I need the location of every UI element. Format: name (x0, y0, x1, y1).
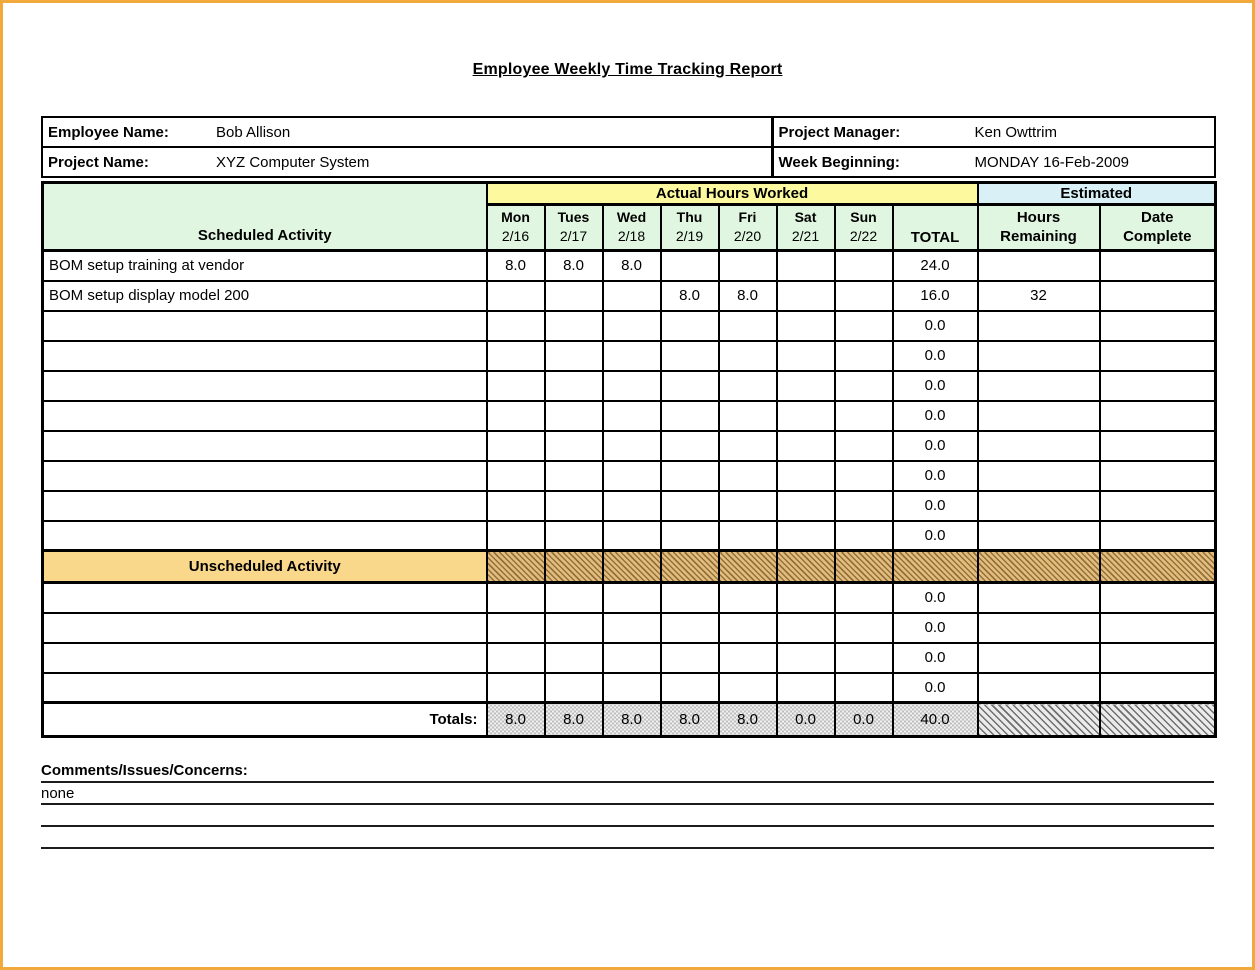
unscheduled-row (43, 673, 1216, 703)
hatched-cell (893, 551, 978, 583)
total-cell: 0.0 (893, 613, 978, 643)
hatched-cell (545, 551, 603, 583)
hours-remaining-cell (978, 613, 1100, 643)
date-complete-cell (1100, 613, 1216, 643)
date-complete-cell (1100, 401, 1216, 431)
hours-cell (603, 311, 661, 341)
hours-cell (487, 341, 545, 371)
hours-cell: 8.0 (545, 251, 603, 281)
hours-remaining-cell (978, 673, 1100, 703)
unscheduled-row (43, 643, 1216, 673)
day-header-thu (661, 205, 719, 251)
hours-remaining-cell (978, 311, 1100, 341)
day-total-cell: 8.0 (661, 703, 719, 737)
hours-cell (545, 341, 603, 371)
day-name: Tues (557, 209, 590, 225)
hours-cell (835, 461, 893, 491)
hatched-cell (835, 551, 893, 583)
activity-cell (43, 401, 487, 431)
hours-cell (487, 311, 545, 341)
hours-cell (777, 251, 835, 281)
hours-remaining-cell (978, 251, 1100, 281)
day-total-cell: 0.0 (835, 703, 893, 737)
activity-cell (43, 643, 487, 673)
date-complete-cell (1100, 643, 1216, 673)
hours-cell (487, 401, 545, 431)
hours-remaining-cell (978, 341, 1100, 371)
hours-remaining-cell: 32 (978, 281, 1100, 311)
hours-cell (545, 491, 603, 521)
date-complete-cell (1100, 311, 1216, 341)
hours-cell (545, 401, 603, 431)
hours-cell (487, 583, 545, 613)
hours-cell (719, 643, 777, 673)
hours-cell (719, 431, 777, 461)
date-complete-cell (1100, 521, 1216, 551)
hours-cell (835, 371, 893, 401)
total-header: TOTAL (893, 205, 978, 251)
scheduled-row (43, 281, 1216, 311)
hours-cell (835, 281, 893, 311)
hours-cell (719, 521, 777, 551)
total-cell: 0.0 (893, 643, 978, 673)
hours-remaining-cell (978, 371, 1100, 401)
project-name-value: XYZ Computer System (216, 153, 370, 171)
scheduled-row (43, 371, 1216, 401)
comments-section (41, 762, 1214, 849)
activity-cell (43, 613, 487, 643)
hours-cell (487, 281, 545, 311)
scheduled-row (43, 401, 1216, 431)
hours-cell (719, 251, 777, 281)
hours-cell (835, 643, 893, 673)
hours-remaining-cell (978, 521, 1100, 551)
day-date: 2/21 (791, 228, 820, 244)
hours-cell (661, 673, 719, 703)
hours-cell (487, 673, 545, 703)
hours-remaining-cell (978, 643, 1100, 673)
hours-cell (603, 583, 661, 613)
scheduled-row (43, 311, 1216, 341)
hours-cell (661, 251, 719, 281)
day-header-tues (545, 205, 603, 251)
hours-cell: 8.0 (487, 251, 545, 281)
total-cell: 0.0 (893, 461, 978, 491)
hours-cell (777, 401, 835, 431)
date-complete-cell (1100, 673, 1216, 703)
total-cell: 0.0 (893, 583, 978, 613)
day-total-cell: 8.0 (603, 703, 661, 737)
hours-cell (835, 583, 893, 613)
scheduled-row (43, 251, 1216, 281)
date-complete-cell (1100, 251, 1216, 281)
day-date: 2/20 (733, 228, 762, 244)
hours-cell (603, 491, 661, 521)
hatched-cell (603, 551, 661, 583)
hours-cell (661, 311, 719, 341)
date-complete-cell (1100, 491, 1216, 521)
hatched-cell (1100, 551, 1216, 583)
scheduled-row (43, 431, 1216, 461)
day-header-sat (777, 205, 835, 251)
scheduled-row (43, 491, 1216, 521)
hours-remaining-cell (978, 401, 1100, 431)
time-tracking-grid (41, 181, 1217, 738)
hatched-cell (777, 551, 835, 583)
total-cell: 0.0 (893, 371, 978, 401)
hours-cell (719, 371, 777, 401)
comment-line (41, 827, 1214, 849)
day-name: Sun (850, 209, 877, 225)
date-complete-cell (1100, 341, 1216, 371)
unscheduled-row (43, 613, 1216, 643)
hours-cell (545, 673, 603, 703)
hours-cell (777, 613, 835, 643)
day-name: Fri (738, 209, 757, 225)
hours-cell (835, 431, 893, 461)
comment-line (41, 805, 1214, 827)
week-beginning-label: Week Beginning: (778, 153, 900, 171)
hours-cell (661, 461, 719, 491)
hours-cell (777, 491, 835, 521)
hours-cell (603, 341, 661, 371)
hours-remaining-cell (978, 491, 1100, 521)
activity-cell (43, 341, 487, 371)
day-name: Mon (501, 209, 530, 225)
hatched-cell (487, 551, 545, 583)
activity-cell: BOM setup training at vendor (43, 251, 487, 281)
project-manager-label: Project Manager: (778, 123, 901, 141)
total-cell: 0.0 (893, 311, 978, 341)
project-name-cell (42, 147, 772, 177)
comments-label: Comments/Issues/Concerns: (41, 762, 1214, 783)
day-date: 2/17 (559, 228, 588, 244)
hours-cell: 8.0 (719, 281, 777, 311)
hours-cell (777, 461, 835, 491)
comment-line: none (41, 783, 1214, 805)
hours-cell (777, 583, 835, 613)
hours-cell (487, 461, 545, 491)
hours-cell (835, 311, 893, 341)
total-cell: 0.0 (893, 521, 978, 551)
unscheduled-activity-header: Unscheduled Activity (43, 551, 487, 583)
unscheduled-row (43, 583, 1216, 613)
hours-cell (835, 673, 893, 703)
hours-cell (661, 643, 719, 673)
hours-cell (777, 371, 835, 401)
date-complete-cell (1100, 371, 1216, 401)
hours-cell (487, 431, 545, 461)
day-name: Sat (794, 209, 817, 225)
hours-cell (777, 311, 835, 341)
grand-total-cell: 40.0 (893, 703, 978, 737)
week-beginning-value: MONDAY 16-Feb-2009 (974, 153, 1130, 171)
activity-cell (43, 311, 487, 341)
hours-remaining-cell (978, 461, 1100, 491)
hours-cell (719, 401, 777, 431)
hours-cell (777, 643, 835, 673)
project-name-label: Project Name: (48, 153, 149, 171)
hours-cell (545, 583, 603, 613)
day-date: 2/22 (849, 228, 878, 244)
hours-cell (545, 521, 603, 551)
hours-cell (835, 401, 893, 431)
unscheduled-band (43, 551, 1216, 583)
hours-cell (777, 341, 835, 371)
info-table (41, 116, 1216, 178)
totals-label: Totals: (43, 703, 487, 737)
hours-cell (603, 643, 661, 673)
hours-cell: 8.0 (661, 281, 719, 311)
day-header-mon (487, 205, 545, 251)
hours-cell (487, 643, 545, 673)
hours-cell (661, 431, 719, 461)
hours-cell (545, 281, 603, 311)
hours-cell (487, 613, 545, 643)
scheduled-activity-header: Scheduled Activity (43, 183, 487, 251)
hours-cell (603, 673, 661, 703)
activity-cell (43, 431, 487, 461)
hours-cell (719, 491, 777, 521)
project-manager-cell (772, 117, 1215, 147)
day-header-sun (835, 205, 893, 251)
activity-cell (43, 521, 487, 551)
hatched-cell (719, 551, 777, 583)
hours-cell (603, 371, 661, 401)
hours-cell (835, 521, 893, 551)
scheduled-row (43, 461, 1216, 491)
hatched-cell (661, 551, 719, 583)
total-cell: 24.0 (893, 251, 978, 281)
total-cell: 0.0 (893, 673, 978, 703)
hatched-cell (978, 703, 1100, 737)
total-cell: 0.0 (893, 341, 978, 371)
estimated-header: Estimated (978, 183, 1216, 205)
hours-cell (719, 311, 777, 341)
employee-name-cell (42, 117, 772, 147)
hours-cell (661, 613, 719, 643)
hours-cell (835, 613, 893, 643)
date-complete-header: Date Complete (1100, 205, 1216, 251)
hours-remaining-cell (978, 583, 1100, 613)
hours-cell (719, 673, 777, 703)
hours-cell (603, 461, 661, 491)
hours-cell (603, 281, 661, 311)
hours-cell (661, 401, 719, 431)
employee-name-label: Employee Name: (48, 123, 169, 141)
hours-cell (719, 461, 777, 491)
hours-cell (603, 521, 661, 551)
hours-remaining-cell (978, 431, 1100, 461)
activity-cell (43, 673, 487, 703)
totals-row (43, 703, 1216, 737)
hours-cell (603, 431, 661, 461)
scheduled-row (43, 521, 1216, 551)
hours-cell (487, 491, 545, 521)
day-header-fri (719, 205, 777, 251)
hatched-cell (1100, 703, 1216, 737)
hours-cell (545, 643, 603, 673)
hours-cell (545, 431, 603, 461)
activity-cell (43, 461, 487, 491)
hours-cell (603, 613, 661, 643)
employee-name-value: Bob Allison (216, 123, 291, 141)
week-beginning-cell (772, 147, 1215, 177)
day-total-cell: 8.0 (719, 703, 777, 737)
hours-cell (545, 311, 603, 341)
actual-hours-worked-header: Actual Hours Worked (487, 183, 978, 205)
hours-cell (777, 281, 835, 311)
day-total-cell: 8.0 (487, 703, 545, 737)
hours-cell (661, 583, 719, 613)
hatched-cell (978, 551, 1100, 583)
hours-cell (777, 521, 835, 551)
date-complete-cell (1100, 583, 1216, 613)
total-cell: 0.0 (893, 491, 978, 521)
hours-cell (835, 341, 893, 371)
hours-cell: 8.0 (603, 251, 661, 281)
hours-cell (661, 491, 719, 521)
date-complete-cell (1100, 431, 1216, 461)
day-name: Wed (616, 209, 647, 225)
hours-cell (545, 613, 603, 643)
hours-cell (603, 401, 661, 431)
day-date: 2/16 (501, 228, 530, 244)
grid-header-row1 (43, 183, 1216, 205)
hours-cell (777, 673, 835, 703)
hours-remaining-header: Hours Remaining (978, 205, 1100, 251)
hours-cell (487, 371, 545, 401)
hours-cell (719, 613, 777, 643)
total-cell: 0.0 (893, 401, 978, 431)
hours-cell (661, 371, 719, 401)
activity-cell: BOM setup display model 200 (43, 281, 487, 311)
activity-cell (43, 371, 487, 401)
total-cell: 16.0 (893, 281, 978, 311)
hours-cell (777, 431, 835, 461)
page-title: Employee Weekly Time Tracking Report (472, 61, 783, 78)
scheduled-row (43, 341, 1216, 371)
day-date: 2/19 (675, 228, 704, 244)
day-header-wed (603, 205, 661, 251)
hours-cell (719, 341, 777, 371)
total-cell: 0.0 (893, 431, 978, 461)
hours-cell (545, 371, 603, 401)
hours-cell (661, 521, 719, 551)
hours-cell (661, 341, 719, 371)
day-name: Thu (676, 209, 703, 225)
date-complete-cell (1100, 461, 1216, 491)
hours-cell (487, 521, 545, 551)
activity-cell (43, 583, 487, 613)
day-date: 2/18 (617, 228, 646, 244)
comments-lines (41, 783, 1214, 849)
hours-cell (719, 583, 777, 613)
activity-cell (43, 491, 487, 521)
hours-cell (545, 461, 603, 491)
grid-body (43, 251, 1216, 737)
day-total-cell: 8.0 (545, 703, 603, 737)
date-complete-cell (1100, 281, 1216, 311)
project-manager-value: Ken Owttrim (974, 123, 1058, 141)
day-total-cell: 0.0 (777, 703, 835, 737)
hours-cell (835, 491, 893, 521)
hours-cell (835, 251, 893, 281)
